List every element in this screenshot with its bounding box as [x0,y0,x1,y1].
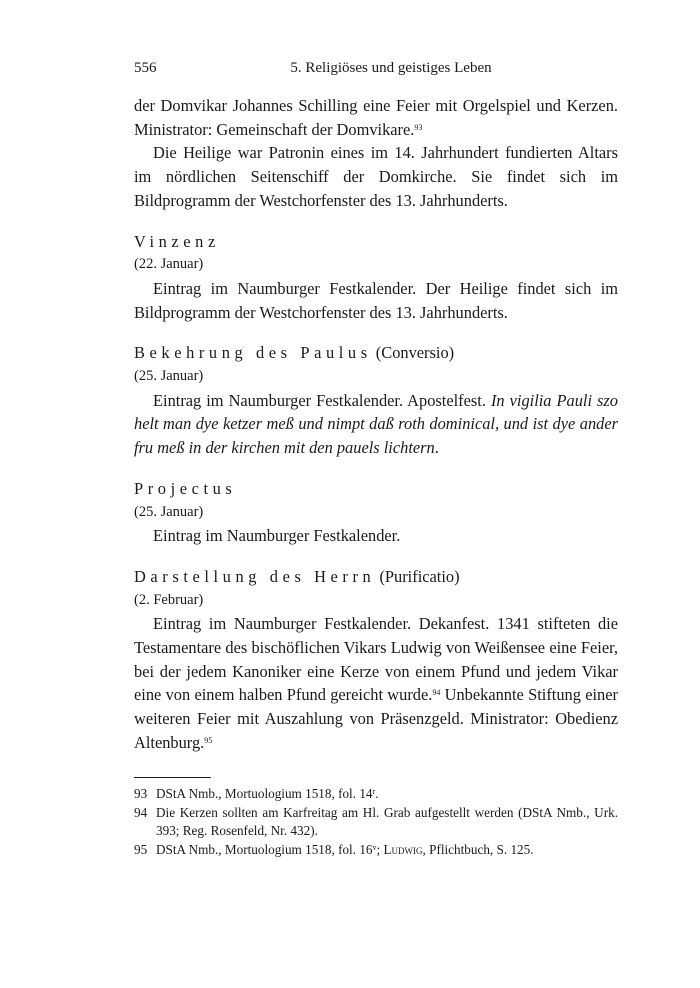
footnote-95: 95 DStA Nmb., Mortuologium 1518, fol. 16$^v$; Ludwig, Pflichtbuch, S. 125. [134,841,618,860]
paragraph-projectus: Eintrag im Naumburger Festkalender. [153,526,401,546]
running-head [134,60,618,77]
footnote-ref-95[interactable]: 95 [204,735,213,745]
date-vinzenz: (22. Januar) [134,256,204,273]
footnote-ref-93[interactable]: 93 [414,122,423,132]
paragraph-darstellung: Eintrag im Naumburger Festkalender. Dekanfest. 1341 stifteten die Testamentare des bischöflichen Vikars Ludwig von Weißensee eine Feier, bei der jedem Kanoniker eine Kerze von einem Pfund und jedem Vikar eine von einem halben Pfund gereicht wurde.$^{94}$ Unbekannte Stiftung einer weiteren Feier mit Auszahlung von Präsenzgeld. Ministrator: Obedienz Altenburg.$^{95}$ [134,614,618,752]
footnote-93: 93 DStA Nmb., Mortuologium 1518, fol. 14$^r$. [134,785,618,804]
footnotes [134,785,618,859]
heading-vinzenz: Vinzenz [134,231,220,251]
heading-projectus: Projectus [134,478,237,498]
footnote-number: 95 [134,841,148,857]
heading-darstellung: Darstellung des Herrn (Purificatio) [134,566,460,586]
footnote-number: 94 [134,804,148,820]
paragraph-vinzenz: Eintrag im Naumburger Festkalender. Der Heilige findet sich im Bildprogramm der Westchorfenster des 13. Jahrhunderts. [134,278,618,322]
date-darstellung: (2. Februar) [134,591,204,608]
paragraph-continuation: der Domvikar Johannes Schilling eine Feier mit Orgelspiel und Kerzen. Ministrator: Gemeinschaft der Domvikare.$^{93}$ [134,96,618,139]
paragraph-patronin: Die Heilige war Patronin eines im 14. Jahrhundert fundierten Altars im nördlichen Seitenschiff der Domkirche. Sie findet sich im Bildprogramm der Westchorfenster des 13. Jahrhunderts. [134,143,618,210]
date-projectus: (25. Januar) [134,503,204,520]
main-text [134,94,618,755]
page-number: 556 [134,60,157,76]
running-title: 5. Religiöses und geistiges Leben [290,60,492,76]
author-name: Ludwig [383,841,423,857]
latin-quote: In vigilia Pauli szo helt man dye ketzer meß und nimpt daß roth dominical, und ist dye ander fru meß in der kirchen mit den pauels lichtern [134,390,618,458]
footnote-94: 94 Die Kerzen sollten am Karfreitag am Hl. Grab aufgestellt werden (DStA Nmb., Urk. 393; Reg. Rosenfeld, Nr. 432). [134,804,618,839]
heading-paulus: Bekehrung des Paulus (Conversio) [134,343,455,363]
footnote-rule [134,777,211,778]
footnote-ref-94[interactable]: 94 [432,688,441,698]
paragraph-paulus: Eintrag im Naumburger Festkalender. Apostelfest. In vigilia Pauli szo helt man dye ketzer meß und nimpt daß roth dominical, und ist dye ander fru meß in der kirchen mit den pauels lichtern. [134,390,618,458]
date-paulus: (25. Januar) [134,368,204,385]
footnote-number: 93 [134,786,148,801]
